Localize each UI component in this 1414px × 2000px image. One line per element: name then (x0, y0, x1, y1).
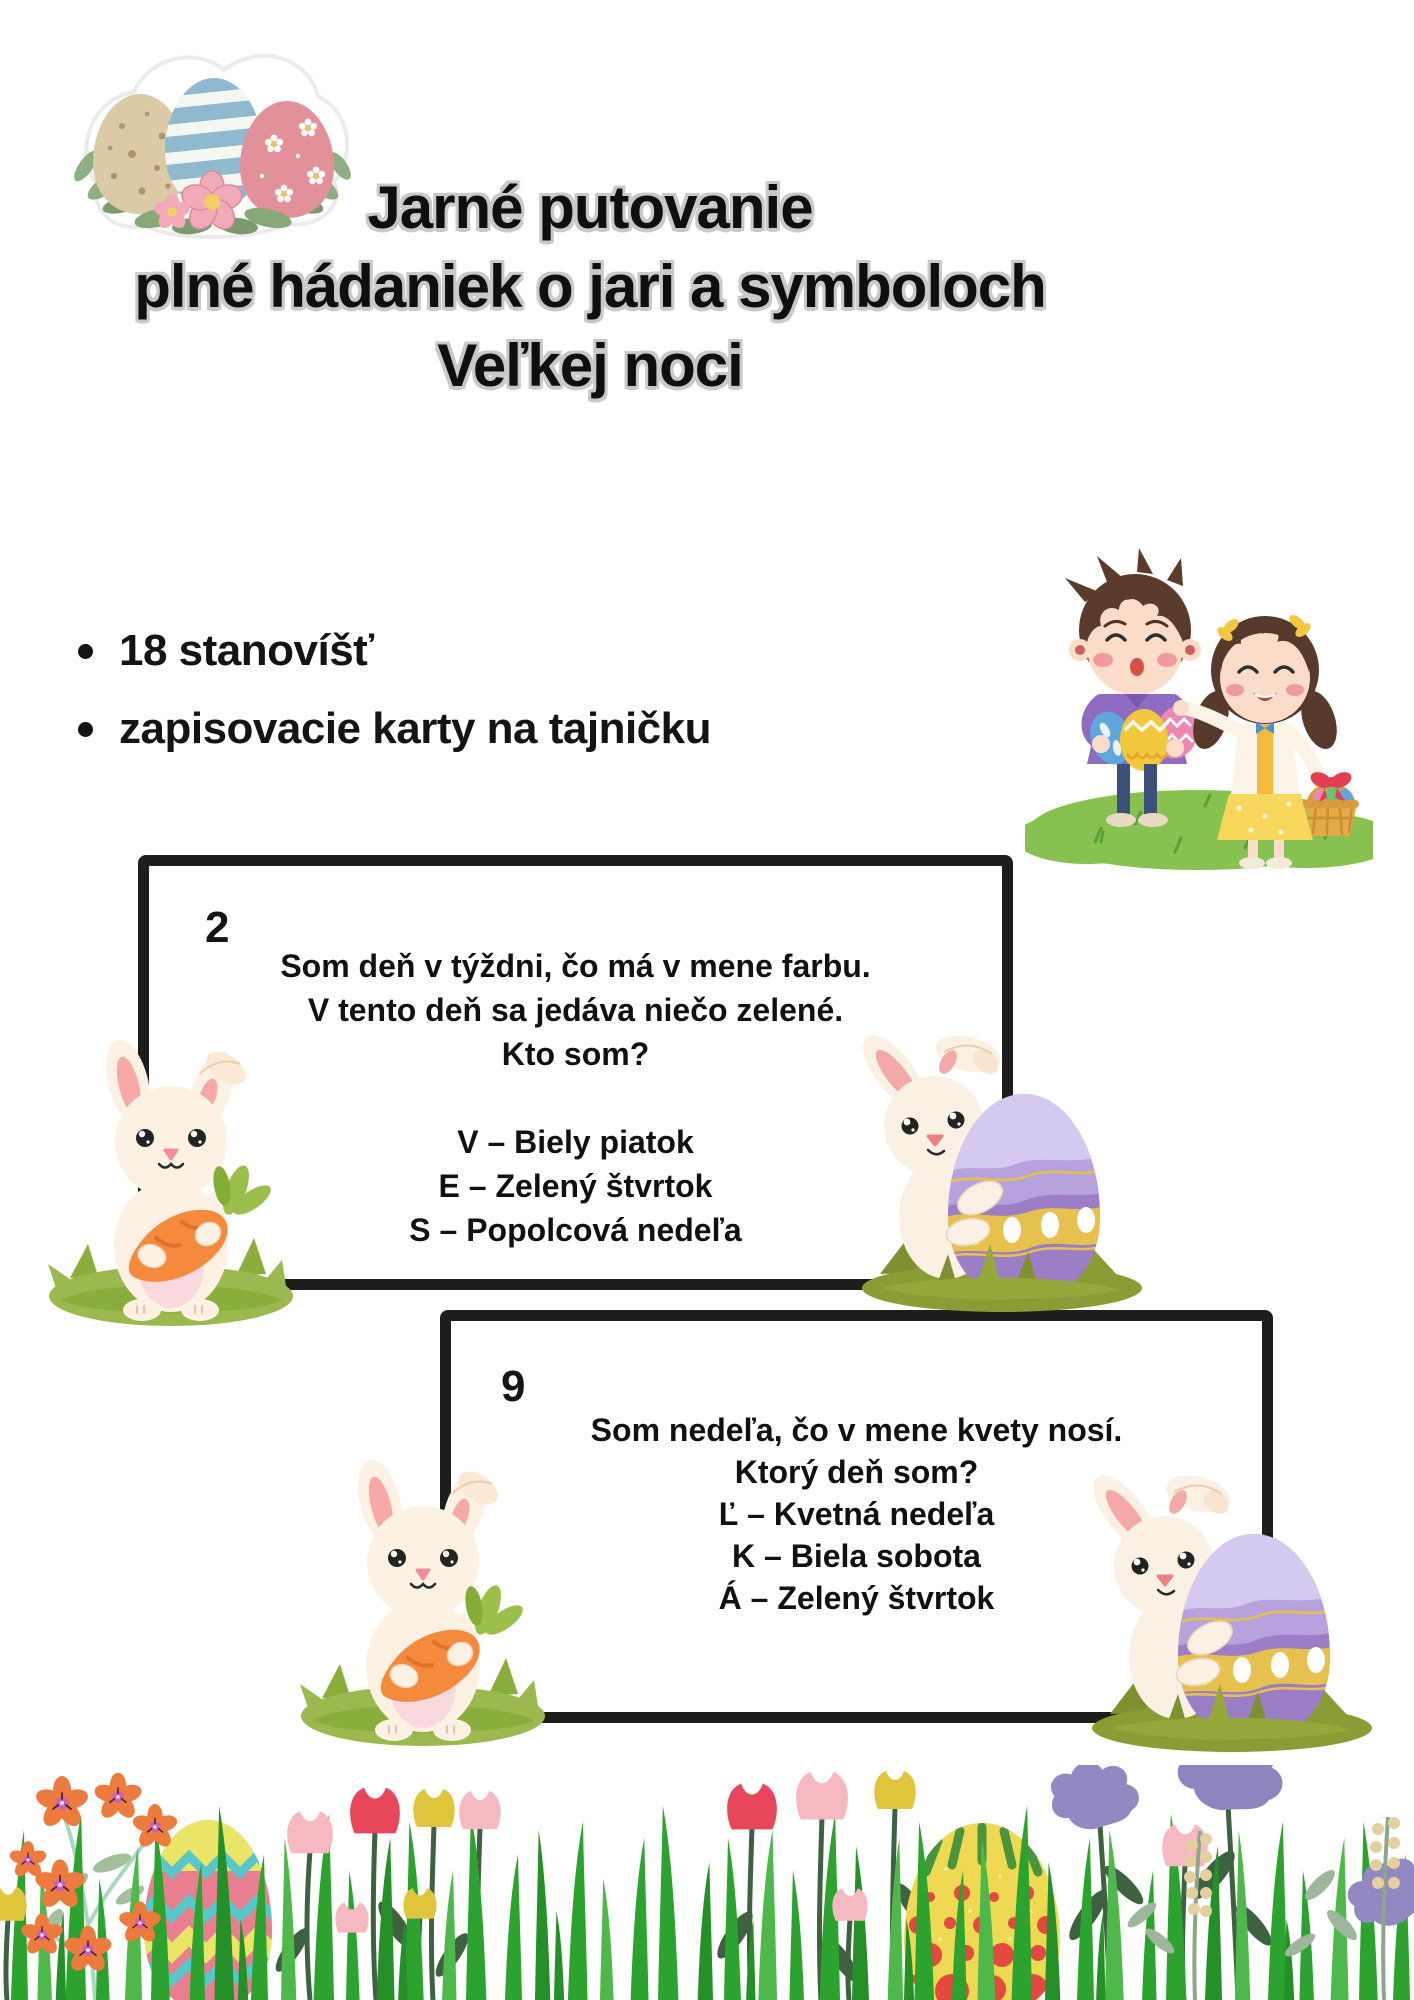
bunny-carrot-illustration (40, 1038, 302, 1330)
bullet-dot (78, 644, 93, 659)
card-answer: S – Popolcová nedeľa (409, 1212, 742, 1248)
easter-basket (1303, 769, 1359, 836)
card-line: Som deň v týždni, čo má v mene farbu. (280, 948, 871, 984)
bullet-item-1 (78, 612, 711, 690)
poster-title (30, 168, 1150, 405)
title-line-1: Jarné putovanie (367, 174, 813, 241)
bullet-dot (78, 722, 93, 737)
card-number: 2 (205, 903, 230, 952)
card-line: V tento deň sa jedáva niečo zelené. (307, 992, 844, 1028)
card-number: 9 (501, 1362, 526, 1411)
bunny-egg-illustration (852, 1002, 1147, 1320)
card-answer: V – Biely piatok (457, 1124, 694, 1160)
card-answer: Ľ – Kvetná nedeľa (718, 1496, 995, 1532)
title-line-3: Veľkej noci (437, 332, 743, 399)
card-answer: E – Zelený štvrtok (438, 1168, 713, 1204)
bullet-label: 18 stanovíšť (119, 626, 374, 675)
card-answer: K – Biela sobota (732, 1538, 981, 1574)
spring-meadow-illustration (0, 1765, 1414, 2000)
boy (1065, 548, 1204, 827)
kids-with-eggs-illustration (1025, 542, 1373, 874)
title-line-2: plné hádaniek o jari a symboloch (134, 253, 1046, 320)
bunny-egg-illustration (1082, 1442, 1377, 1760)
bullet-list (78, 612, 711, 768)
card-line: Kto som? (501, 1036, 650, 1072)
bullet-label: zapisovacie karty na tajničku (119, 704, 712, 753)
card-answer: Á – Zelený štvrtok (718, 1580, 995, 1616)
bullet-item-2 (78, 690, 711, 768)
card-line: Ktorý deň som? (734, 1454, 979, 1490)
bunny-carrot-illustration (292, 1458, 554, 1750)
card-line: Som nedeľa, čo v mene kvety nosí. (590, 1412, 1123, 1448)
